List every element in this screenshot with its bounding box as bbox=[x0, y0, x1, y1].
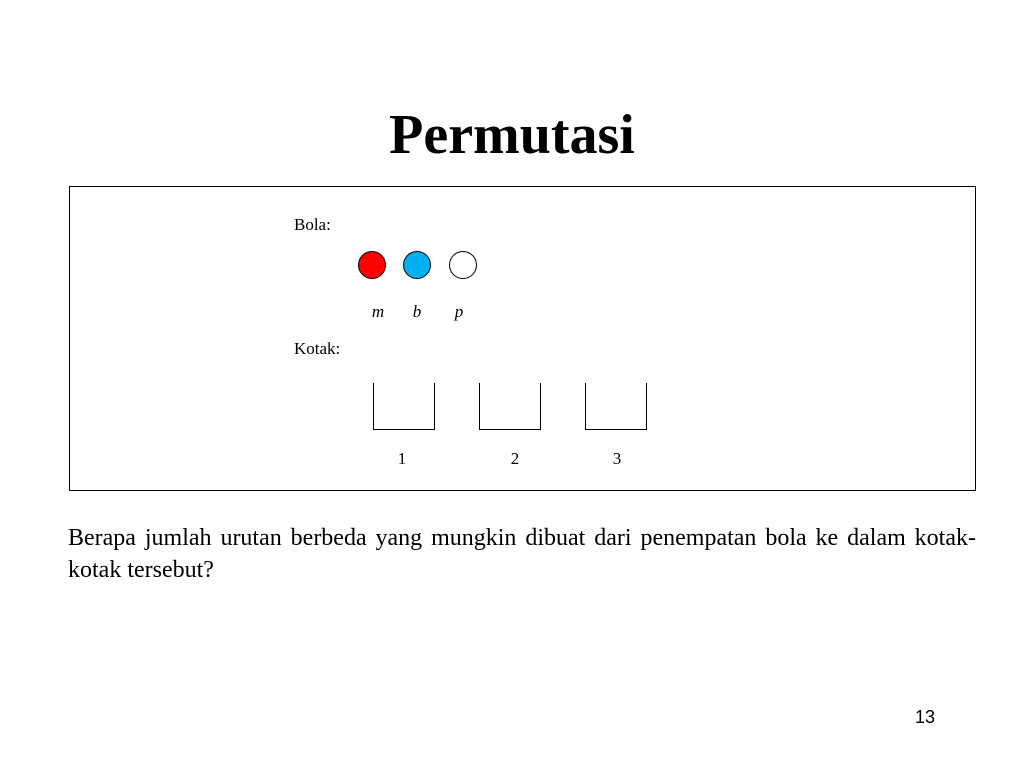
ball-label-p: p bbox=[454, 302, 464, 321]
balls-label: Bola: bbox=[294, 215, 331, 234]
page-number: 13 bbox=[914, 707, 936, 727]
box-number-1: 1 bbox=[397, 449, 407, 468]
boxes-label: Kotak: bbox=[294, 339, 341, 358]
ball-red bbox=[358, 251, 386, 279]
ball-white bbox=[449, 251, 477, 279]
box-3 bbox=[585, 383, 647, 430]
slide-title: Permutasi bbox=[389, 104, 635, 166]
question-text: Berapa jumlah urutan berbeda yang mungkin dibuat dari penempatan bola ke dalam kotak-kotak tersebut? bbox=[68, 525, 976, 583]
ball-blue bbox=[403, 251, 431, 279]
ball-label-b: b bbox=[412, 302, 422, 321]
ball-label-m: m bbox=[371, 302, 385, 321]
box-number-2: 2 bbox=[510, 449, 520, 468]
box-number-3: 3 bbox=[612, 449, 622, 468]
figure-frame bbox=[69, 186, 976, 491]
box-2 bbox=[479, 383, 541, 430]
box-1 bbox=[373, 383, 435, 430]
